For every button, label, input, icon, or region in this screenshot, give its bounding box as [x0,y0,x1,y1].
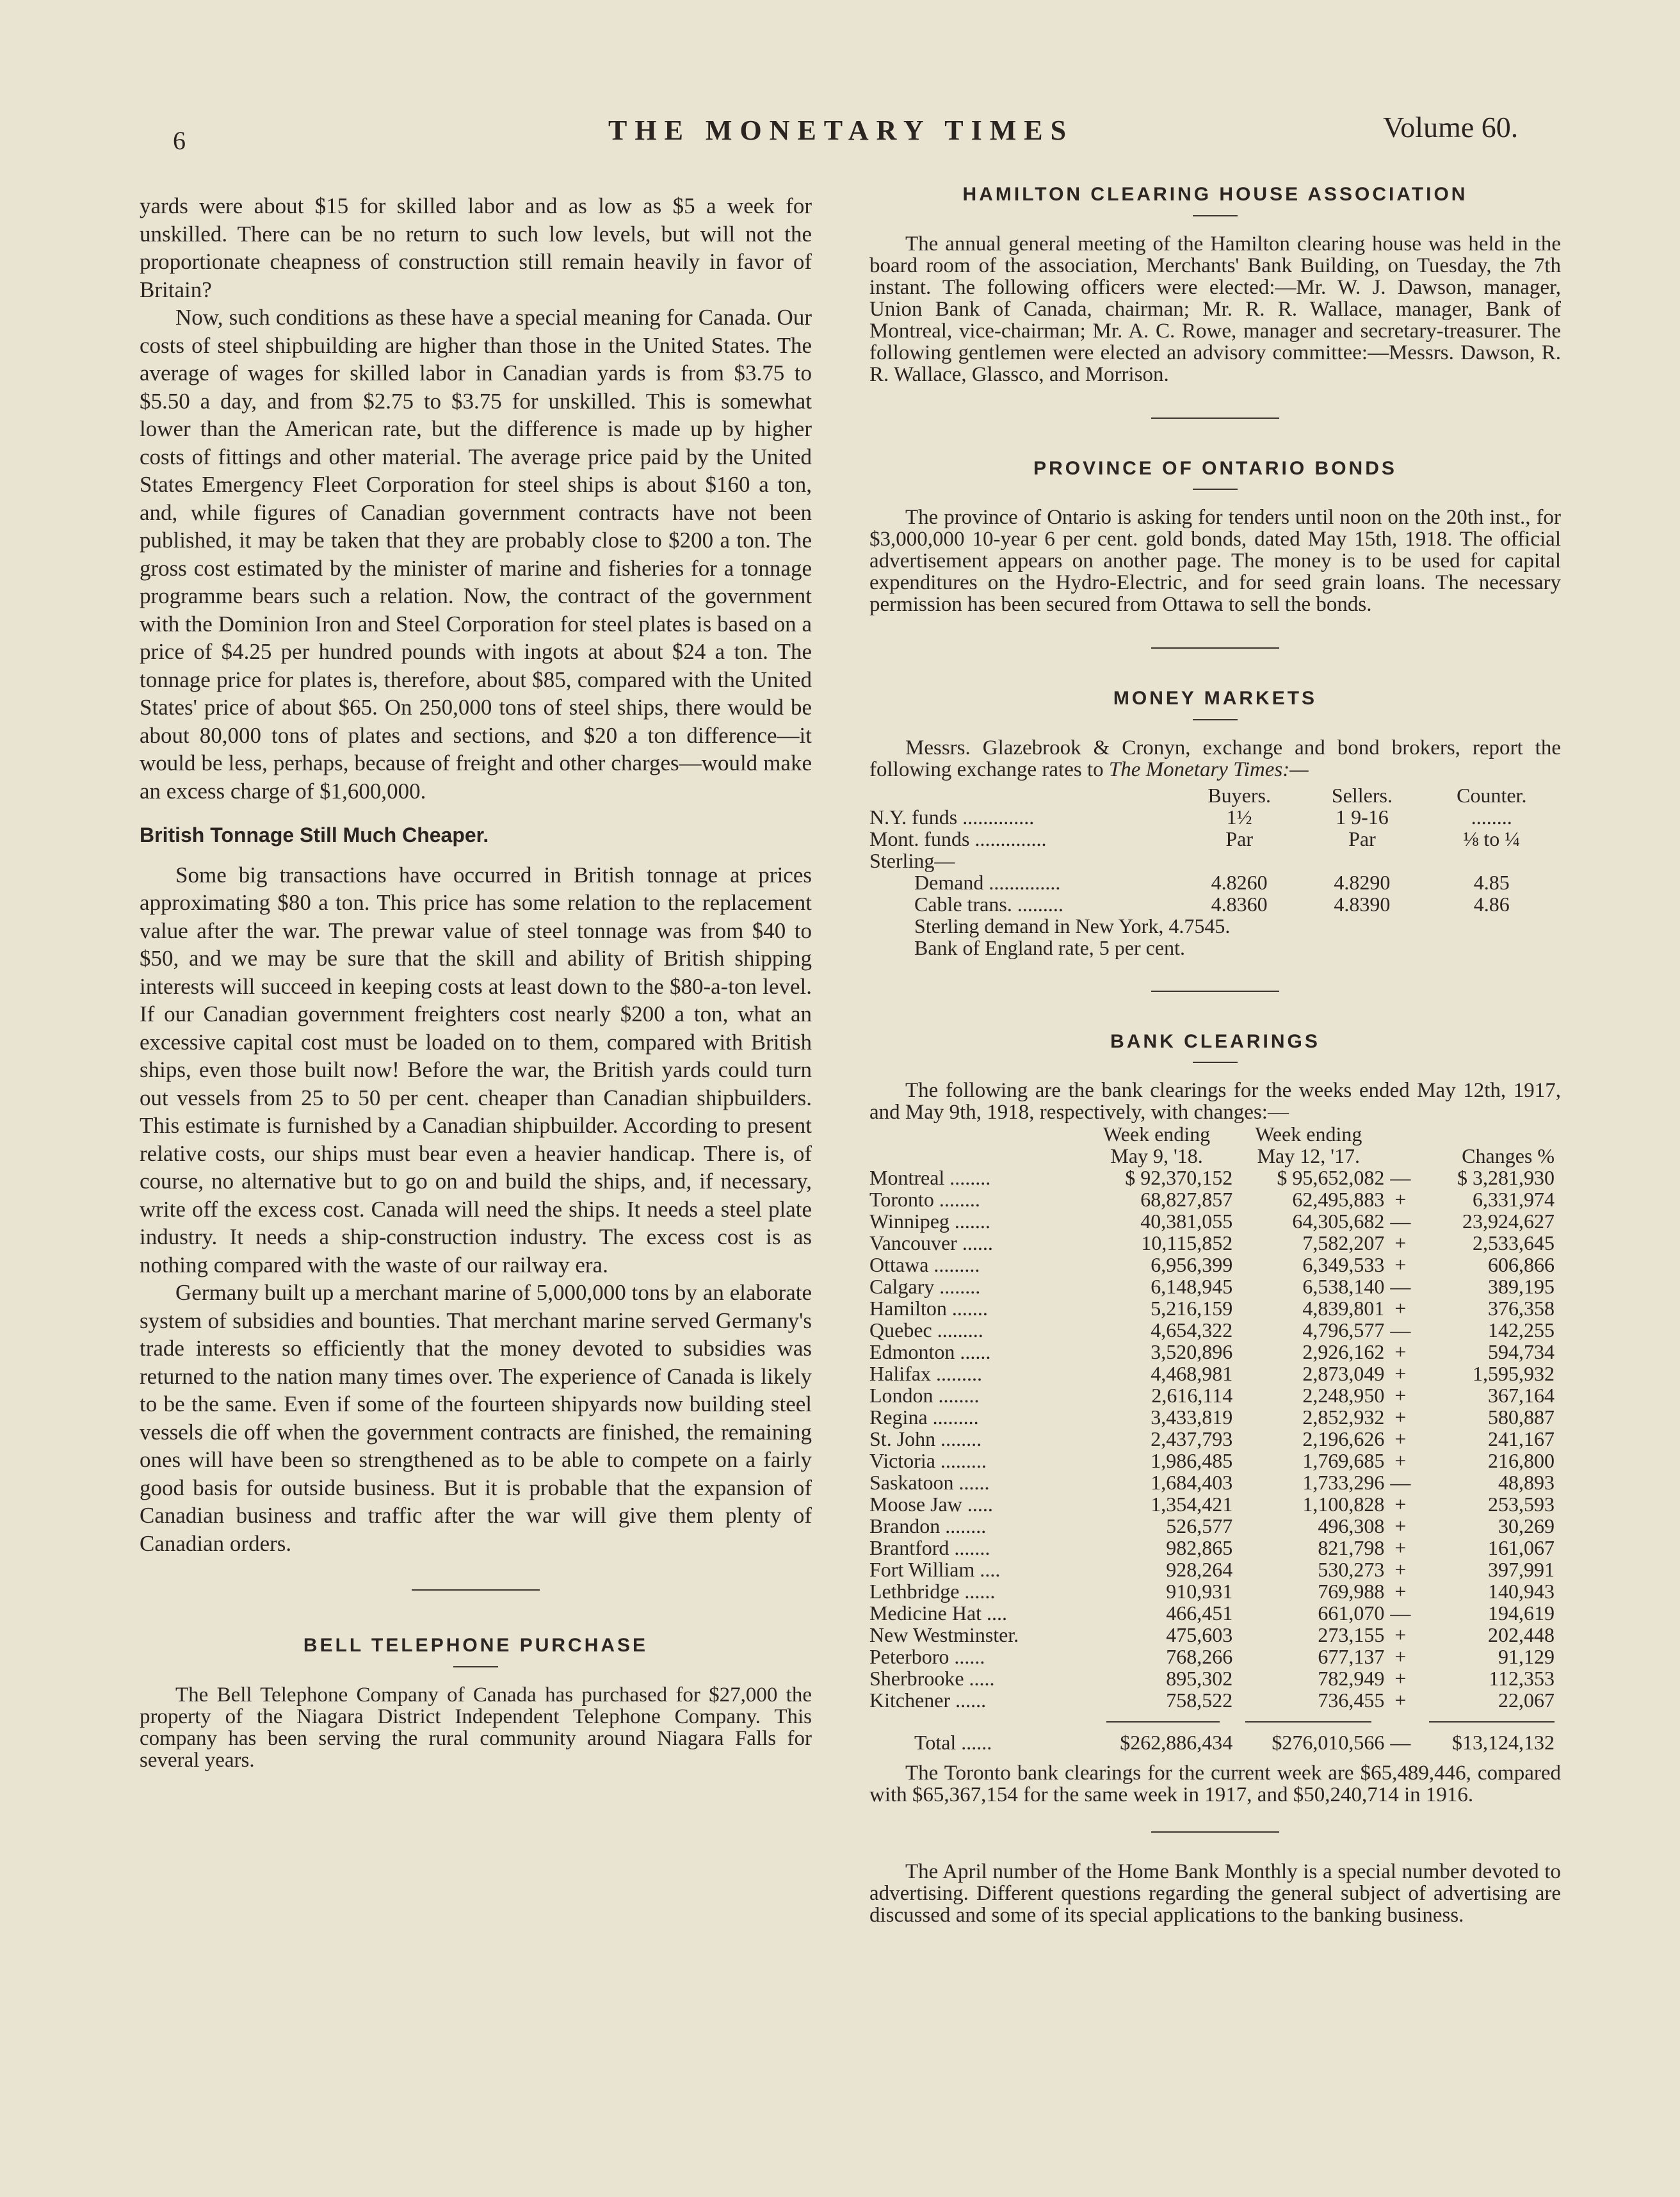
clearing-week-1918: 4,468,981 [1151,1362,1233,1385]
clearings-rows [869,1167,1555,1711]
clearing-week-1918: 4,654,322 [1151,1318,1233,1342]
table-row [869,1515,1555,1537]
clearing-change-sign: — [1390,1601,1411,1625]
clearing-change: 161,067 [1488,1536,1555,1559]
clearing-change: 142,255 [1488,1318,1555,1342]
volume-label: Volume 60. [1383,111,1519,143]
clearing-city: Lethbridge ...... [869,1580,996,1603]
clearing-city: Peterboro ...... [869,1645,985,1668]
clearing-change-sign: + [1394,1580,1407,1603]
heading-underline [1193,1062,1238,1063]
table-row [869,1406,1555,1428]
clearing-city: Montreal ........ [869,1166,991,1189]
clearing-week-1917: 2,248,950 [1302,1384,1385,1407]
section-divider [1151,991,1279,992]
clearing-city: Toronto ........ [869,1188,980,1211]
clearing-change-sign: + [1394,1188,1407,1211]
table-row [869,1363,1555,1384]
article-paragraph: Germany built up a merchant marine of 5,000,000 tons by an elaborate system of subsidies and bounties. That merchant marine served Germany's trade interests so efficiently that the money devoted to subsidies was returned to the nation many times over. The experience of Canada is likely to be the same. Even if some of the fourteen shipyards now building steel vessels die off when the government contracts are finished, the remaining ones will have been so strengthened as to be able to compete on a fairly good basis for outside business. But it is probable that the expansion of Canadian business and traffic after the war will give them plenty of Canadian orders. [140,1280,812,1556]
clearing-week-1917: 273,155 [1318,1623,1385,1646]
clearing-change: 389,195 [1488,1275,1555,1298]
clearing-week-1918: 526,577 [1166,1514,1233,1537]
clearing-change-sign: + [1394,1493,1407,1516]
clearing-week-1917: 1,100,828 [1302,1493,1385,1516]
table-row [869,1471,1555,1493]
table-row [869,1493,1555,1515]
clearing-week-1918: 40,381,055 [1140,1210,1233,1233]
clearing-week-1917: 1,769,685 [1302,1449,1385,1472]
clearing-week-1918: 982,865 [1166,1536,1233,1559]
clearing-city: London ........ [869,1384,980,1407]
table-row [869,1559,1555,1580]
clearing-week-1918: $ 92,370,152 [1125,1166,1233,1189]
article-paragraph: Some big transactions have occurred in British tonnage at prices approximating $80 a ton. This price has some relation to the replacement value after the war. The prewar value of steel tonnage was from $40 to $50, and we may be sure that the skill and ability of British shipping interests will succeed in keeping costs at least down to the $80-a-ton level. If our Canadian government freighters cost nearly $200 a ton, what an excessive capital cost must be loaded on to them, compared with British ships, even those built now! Before the war, the British yards could turn out vessels from 25 to 50 per cent. cheaper than Canadian shipbuilders. This estimate is furnished by a Canadian shipbuilder. According to present relative costs, our ships must bear even a heavier handicap. There is, of course, no alternative but to go on and build the ships, and, if necessary, write off the excess cost. Canada will need the ships. It needs a steel plate industry. It needs a ship-construction industry. The excess cost is as nothing compared with the waste of our railway era. [140,862,812,1277]
clearing-week-1918: 6,956,399 [1151,1253,1233,1276]
ontario-bonds-text: The province of Ontario is asking for tenders until noon on the 20th inst., for $3,000,000 10-year 6 per cent. gold bonds, dated May 15th, 1918. The official advertisement appears on another page. The money is to be used for capital expenditures on the Hydro-Electric, and for seed grain loans. The necessary permission has been secured from Ottawa to sell the bonds. [869,506,1561,616]
clearing-change-sign: + [1394,1514,1407,1537]
clearing-change: 140,943 [1488,1580,1555,1603]
table-header-row [869,784,1561,806]
exchange-rates-table [869,784,1561,959]
hamilton-clearing-heading: HAMILTON CLEARING HOUSE ASSOCIATION [962,184,1468,205]
clearing-city: Winnipeg ....... [869,1210,990,1233]
clearing-change: $ 3,281,930 [1457,1166,1555,1189]
clearing-change: 216,800 [1488,1449,1555,1472]
clearing-change: 22,067 [1498,1689,1555,1712]
table-row: Cable trans. ......... 4.8360 4.8390 4.86 [914,892,1510,916]
clearing-week-1918: 5,216,159 [1151,1297,1233,1320]
heading-underline [1193,719,1238,720]
clearing-change-sign: + [1394,1340,1407,1363]
clearing-city: Hamilton ....... [869,1297,988,1320]
clearing-week-1918: 895,302 [1166,1667,1233,1690]
table-row [869,1428,1555,1450]
table-row: N.Y. funds .............. 1½ 1 9-16 ........ [869,805,1512,829]
clearing-city: Victoria ......... [869,1449,987,1472]
clearing-week-1918: 768,266 [1166,1645,1233,1668]
table-row [869,1232,1555,1254]
bell-telephone-text: The Bell Telephone Company of Canada has purchased for $27,000 the property of the Niagara District Independent Telephone Company. This company has been serving the rural community around Niagara Falls for several years. [140,1683,812,1772]
clearing-city: Kitchener ...... [869,1689,987,1712]
clearing-week-1918: 1,684,403 [1151,1471,1233,1494]
clearing-week-1917: 7,582,207 [1302,1231,1385,1254]
clearing-city: Halifax ......... [869,1362,982,1385]
clearing-week-1918: 2,437,793 [1151,1427,1233,1450]
clearing-change: 241,167 [1488,1427,1555,1450]
clearing-change: 112,353 [1489,1667,1555,1690]
clearing-change: 1,595,932 [1473,1362,1555,1385]
bank-clearings-intro: The following are the bank clearings for the weeks ended May 12th, 1917, and May 9th, 1918, respectively, with changes:— [869,1079,1561,1124]
clearing-week-1917: 769,988 [1318,1580,1385,1603]
heading-underline [1193,215,1238,216]
clearing-week-1917: 6,538,140 [1302,1275,1385,1298]
clearing-change-sign: + [1394,1362,1407,1385]
clearing-week-1918: 758,522 [1166,1689,1233,1712]
table-row [869,1602,1555,1624]
section-divider [1151,1831,1279,1833]
column-header: Changes % [1462,1144,1555,1167]
clearing-city: New Westminster. [869,1623,1019,1646]
publication-name: The Monetary Times:— [1108,758,1309,781]
clearing-week-1917: 782,949 [1318,1667,1385,1690]
clearing-change-sign: — [1390,1210,1411,1233]
clearing-change-sign: + [1394,1253,1407,1276]
clearing-change-sign: + [1394,1623,1407,1646]
clearing-change-sign: + [1394,1449,1407,1472]
clearing-city: Fort William .... [869,1558,1001,1581]
clearing-week-1918: 1,354,421 [1151,1493,1233,1516]
table-row: Bank of England rate, 5 per cent. [914,936,1185,959]
clearing-week-1917: 6,349,533 [1302,1253,1385,1276]
clearing-change: 48,893 [1498,1471,1555,1494]
table-row: Mont. funds .............. Par Par ⅛ to ¼ [869,827,1521,850]
clearing-city: Ottawa ......... [869,1253,980,1276]
table-row [869,1537,1555,1559]
right-column [869,181,1561,1926]
clearing-change-sign: + [1394,1536,1407,1559]
clearing-week-1917: $ 95,652,082 [1277,1166,1385,1189]
table-row [869,1188,1555,1210]
clearing-change: 253,593 [1488,1493,1555,1516]
clearing-change: 30,269 [1498,1514,1555,1537]
bank-clearings-table [869,1123,1555,1753]
table-total-row: Total ...... $262,886,434 $276,010,566 — $13,124,132 [914,1731,1555,1754]
table-row: Sterling— [869,848,955,872]
clearing-change-sign: + [1394,1231,1407,1254]
table-row [869,1384,1555,1406]
article-paragraph: yards were about $15 for skilled labor and as low as $5 a week for unskilled. There can be no return to such low levels, but will not the proportionate cheapness of construction still remain heavily in favor of Britain? [140,193,812,302]
clearing-change: 606,866 [1488,1253,1555,1276]
clearing-week-1917: 2,926,162 [1302,1340,1385,1363]
clearing-week-1917: 496,308 [1318,1514,1385,1537]
clearing-change: 2,533,645 [1473,1231,1555,1254]
clearing-city: Moose Jaw ..... [869,1493,993,1516]
clearing-week-1918: 475,603 [1166,1623,1233,1646]
clearing-week-1917: 677,137 [1318,1645,1385,1668]
clearing-city: Calgary ........ [869,1275,981,1298]
bank-clearings-heading: BANK CLEARINGS [1110,1030,1320,1052]
publication-title: THE MONETARY TIMES [608,115,1074,146]
hamilton-clearing-text: The annual general meeting of the Hamilton clearing house was held in the board room of the association, Merchants' Bank Building, on Tuesday, the 7th instant. The following officers were elected:—Mr. W. J. Dawson, manager, Union Bank of Canada, chairman; Mr. R. R. Wallace, manager, Bank of Montreal, vice-chairman; Mr. A. C. Rowe, manager and secretary-treasurer. The following gentlemen were elected an advisory committee:—Messrs. Dawson, R. R. Wallace, Glassco, and Morrison. [869,232,1561,386]
table-row [869,1254,1555,1276]
clearing-change-sign: — [1390,1318,1411,1342]
clearing-week-1918: 3,433,819 [1151,1406,1233,1429]
heading-underline [1193,489,1238,490]
clearing-city: Medicine Hat .... [869,1601,1008,1625]
column-header: Week ending [1255,1123,1362,1146]
money-markets-intro: Messrs. Glazebrook & Cronyn, exchange and bond brokers, report the following exchange rates to The Monetary Times:— [869,736,1561,781]
clearing-city: Brantford ....... [869,1536,990,1559]
section-divider [412,1589,540,1591]
table-row [869,1341,1555,1363]
section-divider [1151,418,1279,419]
clearing-change-sign: + [1394,1667,1407,1690]
clearing-change-sign: + [1394,1645,1407,1668]
table-row [869,1319,1555,1341]
column-header: Counter. [1457,783,1527,807]
clearing-week-1917: 661,070 [1318,1601,1385,1625]
clearing-city: Saskatoon ...... [869,1471,990,1494]
table-row: Sterling demand in New York, 4.7545. [914,914,1231,937]
clearing-week-1917: 821,798 [1318,1536,1385,1559]
clearing-change: 397,991 [1488,1558,1555,1581]
table-row [869,1580,1555,1602]
clearing-change: 194,619 [1488,1601,1555,1625]
table-row [869,1667,1555,1689]
clearing-week-1917: 2,852,932 [1302,1406,1385,1429]
clearing-change: 202,448 [1488,1623,1555,1646]
clearing-change-sign: + [1394,1689,1407,1712]
toronto-clearings-note: The Toronto bank clearings for the current week are $65,489,446, compared with $65,367,154 for the same week in 1917, and $50,240,714 in 1916. [869,1762,1561,1806]
table-row [869,1624,1555,1646]
clearing-change: 23,924,627 [1462,1210,1555,1233]
heading-underline [453,1666,498,1667]
clearing-week-1917: 62,495,883 [1292,1188,1385,1211]
clearing-city: Vancouver ...... [869,1231,993,1254]
clearing-city: Regina ......... [869,1406,979,1429]
total-rule-row [869,1711,1555,1723]
clearing-week-1917: 4,796,577 [1302,1318,1385,1342]
clearing-change-sign: — [1390,1471,1411,1494]
clearing-change: 376,358 [1488,1297,1555,1320]
clearing-city: Brandon ........ [869,1514,987,1537]
clearing-change-sign: + [1394,1297,1407,1320]
table-row [869,1689,1555,1711]
clearing-change: 6,331,974 [1473,1188,1555,1211]
table-row [869,1167,1555,1188]
clearing-week-1918: 910,931 [1166,1580,1233,1603]
clearing-week-1917: 1,733,296 [1302,1471,1385,1494]
clearing-week-1918: 2,616,114 [1151,1384,1233,1407]
column-header: May 9, '18. [1110,1144,1203,1167]
clearing-week-1918: 466,451 [1166,1601,1233,1625]
table-row [869,1210,1555,1232]
clearing-change-sign: + [1394,1558,1407,1581]
clearing-week-1917: 64,305,682 [1292,1210,1385,1233]
clearing-week-1918: 3,520,896 [1151,1340,1233,1363]
clearing-city: Edmonton ...... [869,1340,991,1363]
clearing-week-1917: 2,196,626 [1302,1427,1385,1450]
clearing-city: Quebec ......... [869,1318,983,1342]
clearing-week-1918: 6,148,945 [1151,1275,1233,1298]
clearing-city: St. John ........ [869,1427,982,1450]
clearing-change-sign: + [1394,1384,1407,1407]
clearing-change-sign: — [1390,1275,1411,1298]
article-paragraph: Now, such conditions as these have a special meaning for Canada. Our costs of steel shipbuilding are higher than those in the United States. The average of wages for skilled labor in Canadian yards is from $3.75 to $5.50 a day, and from $2.75 to $3.75 for unskilled. This is somewhat lower than the American rate, but the difference is made up by higher costs of fittings and other material. The average price paid by the United States Emergency Fleet Corporation for steel ships is about $160 a ton, and, while figures of Canadian government contracts have not been published, it may be taken that they are probably close to $200 a ton. The gross cost estimated by the minister of marine and fisheries for a tonnage programme bears such a relation. Now, the contract of the government with the Dominion Iron and Steel Corporation for steel plates is based on a price of $4.25 per hundred pounds with ingots at about $24 a ton. The tonnage price for plates is, therefore, about $85, compared with the United States' price of about $65. On 250,000 tons of steel ships, there would be about 80,000 tons of plates and sections, and $20 a ton difference—it would be less, perhaps, because of freight and other charges—would make an excess charge of $1,600,000. [140,305,812,804]
clearing-change: 580,887 [1488,1406,1555,1429]
ontario-bonds-heading: PROVINCE OF ONTARIO BONDS [1033,457,1397,479]
clearing-week-1917: 4,839,801 [1302,1297,1385,1320]
clearing-change: 594,734 [1488,1340,1555,1363]
clearing-week-1917: 530,273 [1318,1558,1385,1581]
table-header-row [869,1145,1555,1167]
clearing-week-1917: 736,455 [1318,1689,1385,1712]
column-header: Buyers. [1208,783,1271,807]
column-header: May 12, '17. [1257,1144,1360,1167]
table-row [869,1297,1555,1319]
money-markets-heading: MONEY MARKETS [1113,688,1318,709]
table-row [869,1276,1555,1297]
home-bank-note: The April number of the Home Bank Monthly is a special number devoted to advertising. Different questions regarding the general subject of advertising are discussed and some of its special applications to the banking business. [869,1860,1561,1927]
clearing-change-sign: — [1390,1166,1411,1189]
clearing-week-1918: 928,264 [1166,1558,1233,1581]
page-number: 6 [173,126,186,155]
table-row [869,1450,1555,1471]
clearing-city: Sherbrooke ..... [869,1667,995,1690]
clearing-change-sign: + [1394,1406,1407,1429]
clearing-week-1918: 68,827,857 [1140,1188,1233,1211]
article-subheading: British Tonnage Still Much Cheaper. [140,823,489,847]
clearing-week-1918: 10,115,852 [1141,1231,1233,1254]
column-header: Week ending [1103,1123,1211,1146]
clearing-change-sign: + [1394,1427,1407,1450]
clearing-week-1917: 2,873,049 [1302,1362,1385,1385]
table-row: Demand .............. 4.8260 4.8290 4.85 [914,870,1510,894]
clearing-week-1918: 1,986,485 [1151,1449,1233,1472]
section-divider [1151,647,1279,649]
column-header: Sellers. [1331,783,1393,807]
clearing-change: 91,129 [1498,1645,1555,1668]
bell-telephone-heading: BELL TELEPHONE PURCHASE [303,1635,649,1656]
table-header-row [869,1123,1555,1145]
left-column [140,192,812,1771]
clearing-change: 367,164 [1488,1384,1555,1407]
table-row [869,1646,1555,1667]
